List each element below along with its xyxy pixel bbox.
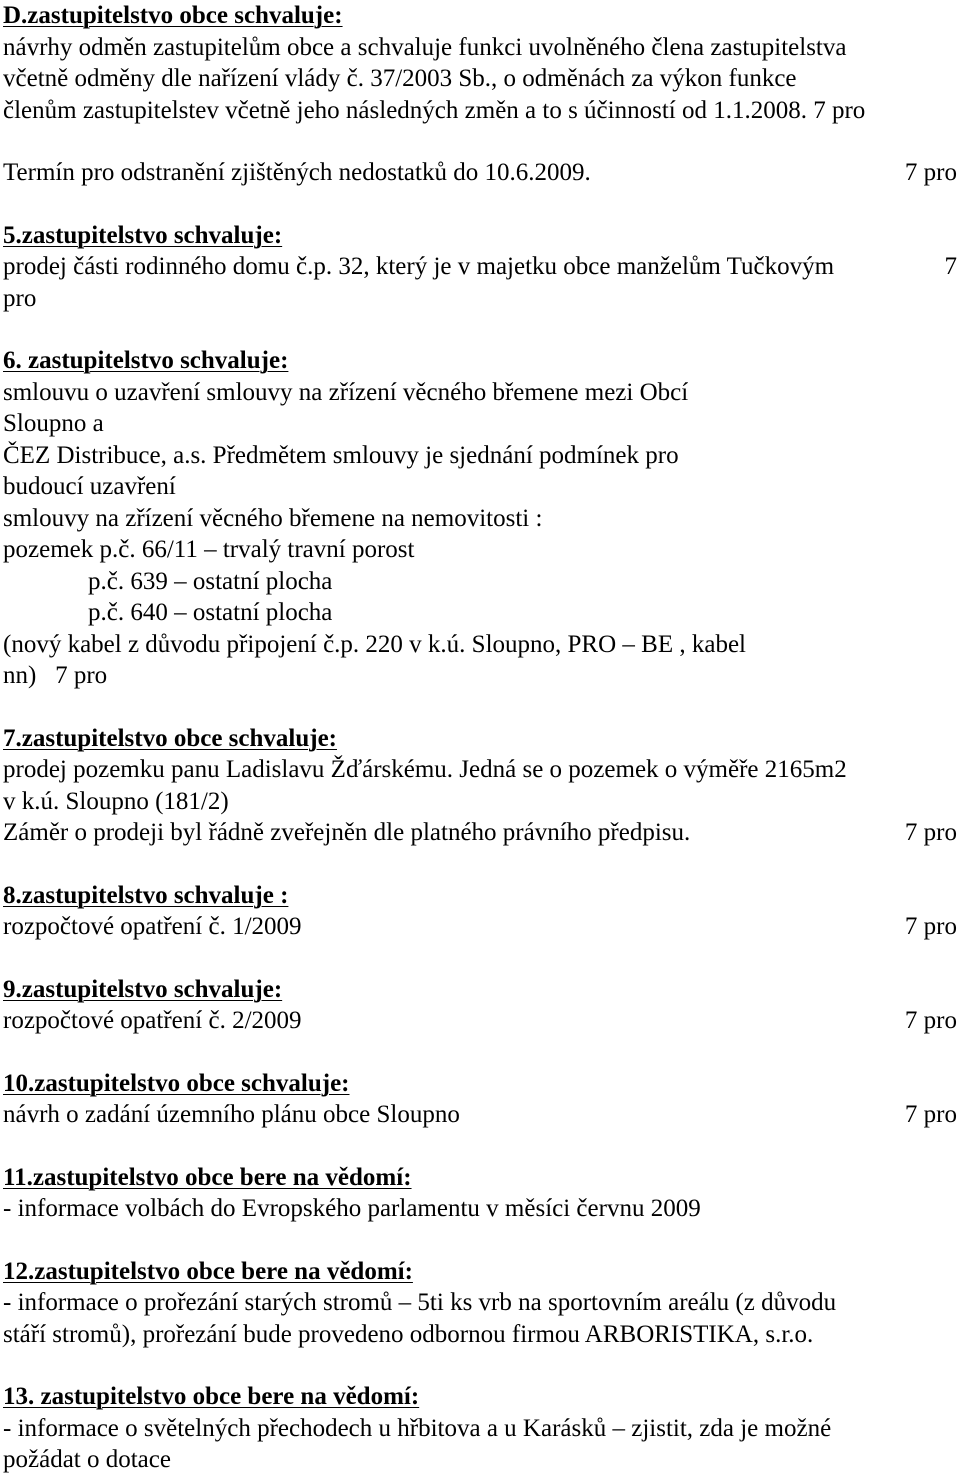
section-9-heading: 9.zastupitelstvo schvaluje: <box>3 975 283 1003</box>
section-d-line-1: návrhy odměn zastupitelům obce a schvaluje funkci uvolněného člena zastupitelstva <box>3 33 847 61</box>
section-12-line-2: stáří stromů), prořezání bude provedeno odbornou firmou ARBORISTIKA, s.r.o. <box>3 1320 814 1348</box>
section-d-line-3: členům zastupitelstev včetně jeho následných změn a to s účinností od 1.1.2008. 7 pro <box>3 96 866 124</box>
section-10-text: návrh o zadání územního plánu obce Sloupno <box>3 1101 460 1128</box>
section-10-heading: 10.zastupitelstvo obce schvaluje: <box>3 1069 350 1097</box>
section-10-row <box>3 1099 957 1131</box>
section-5-vote: 7 <box>944 253 957 280</box>
section-12 <box>3 1256 957 1351</box>
section-9 <box>3 974 957 1037</box>
section-6-line-4: budoucí uzavření <box>3 473 176 500</box>
section-7 <box>3 723 957 849</box>
section-12-heading: 12.zastupitelstvo obce bere na vědomí: <box>3 1257 413 1285</box>
section-7-vote: 7 pro <box>904 819 957 846</box>
section-6-line-3: ČEZ Distribuce, a.s. Předmětem smlouvy je sjednání podmínek pro <box>3 441 679 469</box>
section-5 <box>3 220 957 315</box>
section-13-heading: 13. zastupitelstvo obce bere na vědomí: <box>3 1383 420 1410</box>
section-6-line-10: nn) 7 pro <box>3 662 108 689</box>
section-10 <box>3 1068 957 1131</box>
section-8-heading: 8.zastupitelstvo schvaluje : <box>3 881 289 909</box>
section-8 <box>3 880 957 943</box>
document-page <box>3 0 957 1476</box>
section-12-line-1: - informace o prořezání starých stromů – 5ti ks vrb na sportovním areálu (z důvodu <box>3 1289 837 1316</box>
section-8-text: rozpočtové opatření č. 1/2009 <box>3 913 302 940</box>
section-d-deadline-text: Termín pro odstranění zjištěných nedostatků do 10.6.2009. <box>3 159 591 186</box>
section-7-line-2: v k.ú. Sloupno (181/2) <box>3 787 229 815</box>
section-d-deadline-row <box>3 157 957 189</box>
section-6-line-2: Sloupno a <box>3 410 104 437</box>
section-7-heading: 7.zastupitelstvo obce schvaluje: <box>3 724 337 752</box>
section-6 <box>3 345 957 692</box>
section-9-row <box>3 1005 957 1037</box>
section-11-line-1: - informace volbách do Evropského parlamentu v měsíci červnu 2009 <box>3 1195 701 1222</box>
section-6-line-5: smlouvy na zřízení věcného břemene na nemovitosti : <box>3 504 543 532</box>
section-6-line-1: smlouvu o uzavření smlouvy na zřízení věcného břemene mezi Obcí <box>3 378 689 406</box>
section-7-line-1: prodej pozemku panu Ladislavu Žďárskému. Jedná se o pozemek o výměře 2165m2 <box>3 756 847 783</box>
section-13-line-2: požádat o dotace <box>3 1446 171 1473</box>
section-7-row <box>3 817 957 849</box>
section-d-line-2: včetně odměny dle nařízení vlády č. 37/2003 Sb., o odměnách za výkon funkce <box>3 65 797 92</box>
section-11-heading: 11.zastupitelstvo obce bere na vědomí: <box>3 1163 412 1191</box>
section-6-line-9: (nový kabel z důvodu připojení č.p. 220 v k.ú. Sloupno, PRO – BE , kabel <box>3 630 746 658</box>
section-10-vote: 7 pro <box>904 1101 957 1128</box>
section-9-vote: 7 pro <box>904 1007 957 1034</box>
section-d <box>3 0 957 189</box>
section-5-heading: 5.zastupitelstvo schvaluje: <box>3 221 283 249</box>
section-6-line-7: p.č. 639 – ostatní plocha <box>88 567 333 595</box>
section-9-text: rozpočtové opatření č. 2/2009 <box>3 1007 302 1034</box>
section-6-line-6: pozemek p.č. 66/11 – trvalý travní porost <box>3 536 415 563</box>
section-6-heading: 6. zastupitelstvo schvaluje: <box>3 347 289 374</box>
section-5-row <box>3 251 957 283</box>
section-d-heading: D.zastupitelstvo obce schvaluje: <box>3 2 343 29</box>
section-7-text: Záměr o prodeji byl řádně zveřejněn dle platného právního předpisu. <box>3 819 691 846</box>
section-8-row <box>3 911 957 943</box>
section-11 <box>3 1162 957 1225</box>
section-8-vote: 7 pro <box>904 913 957 940</box>
section-6-line-8: p.č. 640 – ostatní plocha <box>88 599 333 626</box>
section-5-line-2: pro <box>3 284 37 312</box>
section-13 <box>3 1381 957 1476</box>
section-d-vote: 7 pro <box>904 159 957 186</box>
section-13-line-1: - informace o světelných přechodech u hřbitova a u Karásků – zjistit, zda je možné <box>3 1414 832 1442</box>
section-5-text: prodej části rodinného domu č.p. 32, který je v majetku obce manželům Tučkovým <box>3 253 835 280</box>
